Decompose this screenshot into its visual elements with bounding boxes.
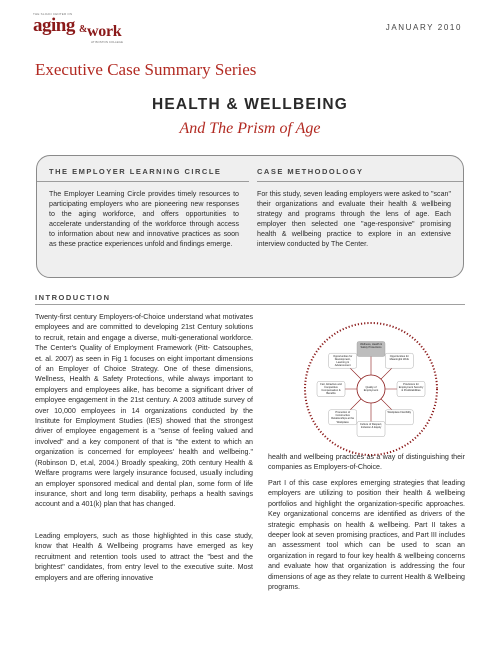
- logo-aging: aging: [33, 15, 75, 36]
- logo-tagline: THE SLOAN CENTER ON: [33, 12, 73, 16]
- learning-circle-text: The Employer Learning Circle provides timely resources to participating employers who are pioneering new responses to the aging workforce, and offers opportunities to accelerate understanding of the workforce through access to information about new and innovative practices as soon as these practice experiences unfold and findings emerge.: [49, 190, 239, 249]
- quality-of-employment-diagram: [300, 318, 442, 460]
- diagram-segment-label: Opportunities for Meaningful Work: [389, 354, 409, 361]
- diagram-segment-label: Culture of Respect, Inclusion & Equity: [359, 423, 383, 430]
- diagram-segment-label: Workplace Flexibility: [387, 411, 412, 415]
- learning-circle-section: [37, 156, 249, 250]
- summary-box: [36, 155, 464, 278]
- diagram-segment-label: Fair, Attractive and Competitive Compensation & Benefits: [320, 383, 342, 396]
- page-subtitle: And The Prism of Age: [179, 120, 321, 137]
- issue-date: JANUARY 2010: [385, 23, 462, 32]
- diagram-segment-label: Provisions for Employment Security & Predictabilities: [398, 383, 424, 393]
- logo-ampersand: &: [79, 24, 88, 35]
- introduction-paragraph-2: Leading employers, such as those highlighted in this case study, know that Health & Wellbeing programs have emerged as key recruitment and retention tools used to attract the "best and the brightest" candidates, from entry level to the executive suite. Most employers and are offering innovative: [35, 532, 253, 582]
- diagram-center-label: Quality of Employment: [363, 385, 379, 392]
- methodology-heading: CASE METHODOLOGY: [257, 156, 463, 182]
- introduction-divider: [35, 304, 465, 305]
- methodology-section: [257, 156, 463, 250]
- learning-circle-heading: THE EMPLOYER LEARNING CIRCLE: [37, 156, 249, 182]
- introduction-heading: INTRODUCTION: [35, 293, 111, 302]
- series-title: Executive Case Summary Series: [35, 60, 257, 79]
- introduction-paragraph-1: Twenty-first century Employers-of-Choice understand what motivates employees and are committed to developing 21st Century solutions to recruit, retain and engage a diverse, multi-generational workforce. The Center's Quality of Employment Framework (Pitt- Catsouphes, et. al. 2007) as seen in Fig 1 focuses on eight important dimensions of an Employer of Choice Strategy. One of these dimensions, Wellness, Health & Safety Protections, while always important to employers and employees alike, has become a significant driver of employee engagement in the 21st century. A 2003 attitude survey of over 10,000 employees in 14 organizations conducted by the Institute for Employment Studies (IES) showed that the strongest driver of employee engagement is a "sense of feeling valued and involved" and a key component of that is "the extent to which an organization is concerned for employees' health and wellbeing." (Robinson D, et.al, 2004.) Broadly speaking, 20th century Health & Welfare programs were largely insurance focused, usually including an employer sponsored medical and dental plan, some form of life insurance, short and long term disability, perhaps a health savings account and a 401(k) plan that has changed.: [35, 313, 253, 509]
- methodology-text: For this study, seven leading employers were asked to "scan" their organizations and evaluate their health & wellbeing strategy and programs through the lens of age. Each employer then selected one "age-responsive" promising health & wellbeing practice to explore in an extensive interview conducted by The Center.: [257, 190, 451, 249]
- logo-work: work: [87, 23, 122, 40]
- page-title: HEALTH & WELLBEING: [151, 96, 349, 113]
- diagram-segment-label: Opportunities for Development, Learning & Advancement: [333, 354, 353, 367]
- introduction-paragraph-3: health and wellbeing practices as a way of distinguishing their companies as Employers-of-Choice.: [268, 453, 465, 472]
- introduction-paragraph-4: Part I of this case explores emerging strategies that leading employers are utilizing to position their health & wellbeing portfolios and highlight the organization-specific approaches. Key organizational concerns are identified as drivers of the strategic emphasis on health & wellbeing. Part II takes a deeper look at seven promising practices, and Part III includes an assessment tool which can be used to scan an organization in regard to four key health & wellbeing concerns and evaluate how that organization is addressing the four dimensions of age as they relate to current Health & Wellbeing programs.: [268, 479, 465, 592]
- logo: [33, 12, 153, 48]
- diagram-segment-label: Wellness, Health & Safety Protections: [360, 343, 382, 350]
- diagram-segment-label: Promotion of Constructive Relationships at the Workplace: [331, 411, 355, 424]
- logo-institution: AT BOSTON COLLEGE: [91, 40, 124, 44]
